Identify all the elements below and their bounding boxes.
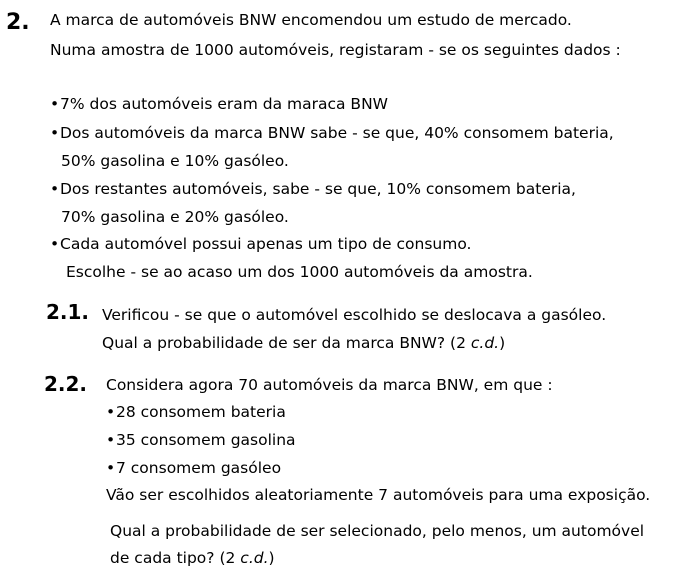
q21-close: ) [499, 334, 506, 352]
bullet-item [50, 97, 388, 113]
intro-line-1: A marca de automóveis BNW encomendou um estudo de mercado. [50, 11, 572, 29]
bullet-text: 7 consomem gasóleo [116, 459, 282, 477]
bullet-icon: • [106, 459, 116, 477]
bullet-item [50, 182, 576, 198]
problem-number: 2. [6, 10, 30, 35]
bullet-item [50, 237, 471, 253]
bullet-icon: • [50, 235, 60, 253]
bullet-text: Dos restantes automóveis, sabe - se que, 10% consomem bateria, [60, 180, 576, 198]
bullet-icon: • [50, 95, 60, 113]
q22-line-1: Considera agora 70 automóveis da marca BNW, em que : [106, 376, 553, 394]
bullet-text: 7% dos automóveis eram da maraca BNW [60, 95, 388, 113]
bullet-icon: • [50, 180, 60, 198]
bullet-icon: • [106, 431, 116, 449]
subquestion-number-2-1: 2.1. [46, 300, 90, 324]
q22-question-line-2 [110, 551, 275, 567]
q21-decimal-places: c.d. [470, 334, 500, 352]
bullet-continuation: Escolhe - se ao acaso um dos 1000 automóveis da amostra. [66, 263, 533, 281]
bullet-text: Cada automóvel possui apenas um tipo de consumo. [60, 235, 472, 253]
q22-decimal-places: c.d. [240, 549, 269, 567]
q22-line-after: Vão ser escolhidos aleatoriamente 7 automóveis para uma exposição. [106, 486, 651, 504]
q22-bullet [106, 433, 296, 449]
q22-close: ) [268, 549, 275, 567]
bullet-item [50, 126, 614, 142]
intro-line-2: Numa amostra de 1000 automóveis, registaram - se os seguintes dados : [50, 41, 621, 59]
bullet-icon: • [106, 403, 116, 421]
bullet-text: 28 consomem bateria [116, 403, 286, 421]
q21-line-2 [102, 336, 505, 352]
q21-line-1: Verificou - se que o automóvel escolhido se deslocava a gasóleo. [102, 306, 607, 324]
q22-bullet [106, 461, 281, 477]
q22-bullet [106, 405, 286, 421]
bullet-continuation: 70% gasolina e 20% gasóleo. [61, 208, 289, 226]
bullet-icon: • [50, 124, 60, 142]
q21-text: Qual a probabilidade de ser da marca BNW? (2 [102, 334, 471, 352]
bullet-text: 35 consomem gasolina [116, 431, 296, 449]
q22-text: de cada tipo? (2 [110, 549, 241, 567]
bullet-continuation: 50% gasolina e 10% gasóleo. [61, 152, 289, 170]
bullet-text: Dos automóveis da marca BNW sabe - se que, 40% consomem bateria, [60, 124, 614, 142]
q22-question-line-1: Qual a probabilidade de ser selecionado, pelo menos, um automóvel [110, 522, 645, 540]
subquestion-number-2-2: 2.2. [44, 372, 88, 396]
